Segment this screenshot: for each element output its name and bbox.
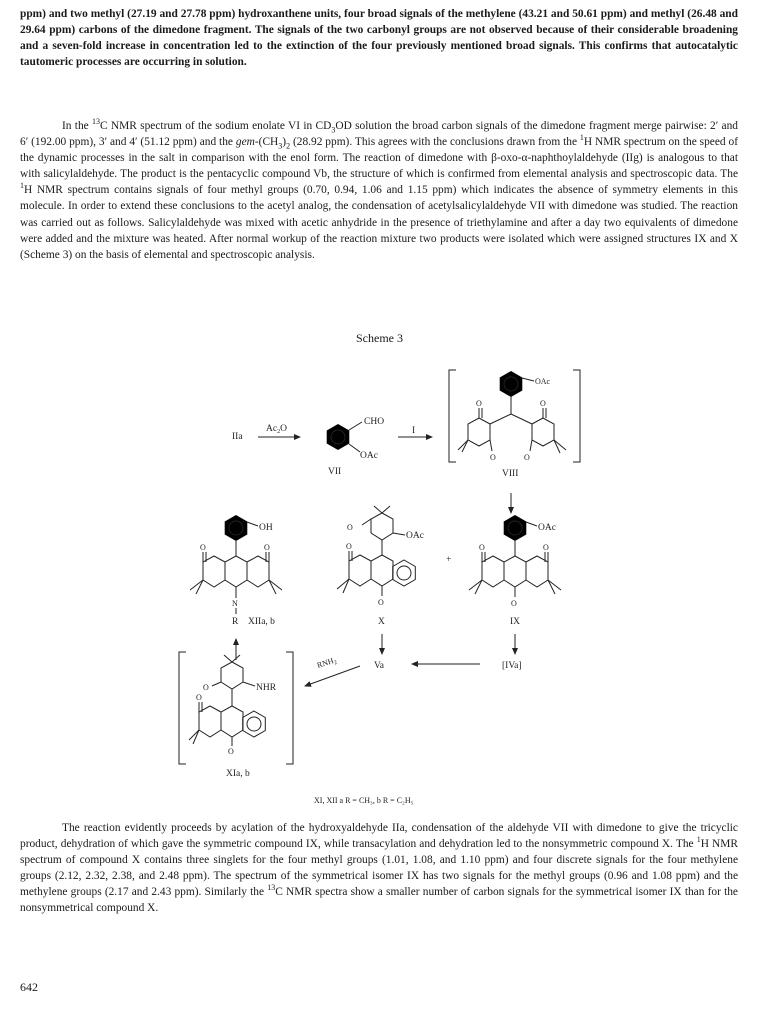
scheme-footnote: XI, XII a R = CH₃, b R = C₂H₅ <box>314 796 414 805</box>
italic-text: gem <box>235 136 255 149</box>
paragraph-3-text: C NMR spectra show a smaller number of carbon signals for the symmetrical isomer IX than for the nonsymmetrical compound X. <box>20 886 738 915</box>
benzene-ring-vii <box>327 424 350 450</box>
paragraph-2-text: C NMR spectrum of the sodium enolate VI in CD <box>100 120 332 132</box>
superscript: 1 <box>20 181 24 191</box>
paragraph-2 <box>20 118 738 263</box>
benzene-ring-ix <box>504 515 527 541</box>
label-o: O <box>490 453 496 462</box>
paragraph-2-text: H NMR spectrum on the speed of the dynamic processes in the salt in comparison with the enol form. The reaction of dimedone with β-oxo-α-naphthoylaldehyde (IIg) is analogous to that with salicylaldehyde. The product is the pentacyclic compound Vb, the structure of which is confirmed from elemental analysis and spectroscopic data. The <box>20 136 738 181</box>
label-o: O <box>540 399 546 408</box>
label-va: Va <box>374 661 385 671</box>
label-o: O <box>476 399 482 408</box>
paragraph-1-line-1: ppm) and two methyl (27.19 and 27.78 ppm) hydroxanthene units, four broad signals of the methylene (43.21 and 50.61 ppm) <box>20 8 627 20</box>
paragraph-2-text: -(CH <box>254 136 279 149</box>
label-oac: OAc <box>535 377 551 386</box>
label-o: O <box>524 453 530 462</box>
label-o: O <box>543 543 549 552</box>
label-ix: IX <box>510 617 521 627</box>
label-n: N <box>232 599 238 608</box>
benzene-ring-viii <box>500 371 523 397</box>
label-cho: CHO <box>364 417 385 427</box>
scheme-title: Scheme 3 <box>356 331 403 345</box>
paragraph-3 <box>20 820 738 917</box>
subscript: 3 <box>331 125 336 135</box>
superscript: 13 <box>267 883 276 893</box>
label-o: O <box>346 542 352 551</box>
label-iia: IIa <box>232 432 243 442</box>
label-x: X <box>378 617 385 627</box>
label-o: O <box>196 693 202 702</box>
paragraph-1-line-2: and methyl (26.48 and 29.64 ppm) carbons of the dimedone fragment. The signals of the two carbonyl groups are not observed <box>20 8 738 37</box>
paragraph-2-text: H NMR spectrum contains signals of four methyl groups (0.70, 0.94, 1.06 and 1.15 ppm) which indicates the absence of symmetry elements in this molecule. In order to extend these conclusions to the acetyl analog, the condensation of acetylsalicylaldehyde VII with dimedone was studied. The reaction was carried out as follows. Salicylaldehyde was mixed with acetic anhydride in the presence of triethylamine and after a day two equivalents of dimedone were added and the mixture was heated. After normal workup of the reaction mixture two products were isolated which were assigned structures IX and X (Scheme 3) on the basis of elemental and spectroscopic analysis. <box>20 184 738 261</box>
label-viii: VIII <box>502 469 519 479</box>
label-r: R <box>232 617 239 627</box>
superscript: 1 <box>696 835 701 845</box>
label-o: O <box>347 523 353 532</box>
label-xii: XIIa, b <box>248 617 275 627</box>
label-nhr: NHR <box>256 683 277 693</box>
paragraph-1 <box>20 6 738 70</box>
subscript: 2 <box>286 141 291 151</box>
label-o: O <box>511 599 517 608</box>
paragraph-1-rest: because of their considerable broadening and a seven-fold increase in concentration led to the extinction of the four previously mentioned broad signals. This confirms that autocatalytic tautomeric processes are occurring in solution. <box>20 24 738 69</box>
benzene-ring-xi <box>243 711 266 737</box>
label-oac: OAc <box>406 531 424 541</box>
label-oac: OAc <box>538 523 556 533</box>
paragraph-2-text: OD solution the broad carbon signals of the dimedone fragment merge pairwise: 2′ and 6′ (192.00 ppm), 3′ and 4′ (51.12 ppm) and the <box>20 120 738 149</box>
bracket-right <box>573 370 580 462</box>
label-oac: OAc <box>360 451 378 461</box>
benzene-ring-x <box>393 560 416 586</box>
paragraph-3-text: The reaction evidently proceeds by acylation of the hydroxyaldehyde IIa, condensation of the aldehyde VII with dimedone to give the tricyclic product, dehydration of which gave the symmetric compound IX, while transacylation and dehydration led to the nonsymmetric compound X. The <box>20 822 738 851</box>
reagent-acetic-anhydride: $Ac_2O$ <box>266 424 287 435</box>
label-iva: [IVa] <box>502 661 522 671</box>
paragraph-2-text: (28.92 ppm). This agrees with the conclusions drawn from the <box>290 136 580 149</box>
paragraph-2-text: In the <box>62 120 93 132</box>
label-o: O <box>228 747 234 756</box>
label-vii: VII <box>328 467 342 477</box>
bracket-left <box>179 652 186 764</box>
label-xi: XIa, b <box>226 769 250 779</box>
label-o: O <box>264 543 270 552</box>
benzene-ring-xii <box>225 515 248 541</box>
superscript: 13 <box>92 117 101 127</box>
paragraph-2-text: ) <box>282 136 287 149</box>
bracket-right <box>286 652 293 764</box>
subscript: 3 <box>278 141 283 151</box>
arrow-amination <box>305 666 360 686</box>
reagent-amine: $RNH_2$ <box>315 656 339 670</box>
label-o: O <box>378 598 384 607</box>
label-oh: OH <box>259 523 273 533</box>
plus-sign: + <box>446 555 452 565</box>
label-step-i: I <box>412 426 416 436</box>
paragraph-3-text: H NMR spectrum of compound X contains three singlets for the four methyl groups (1.01, 1.08, and 1.10 ppm) and four discrete signals for the four methylene groups (2.12, 2.32, 2.38, and 2.48 ppm). The spectrum of the symmetrical isomer IX has two signals for the methyl groups (0.96 and 1.08 ppm) and the methylene groups (2.17 and 2.43 ppm). Similarly the <box>20 838 738 899</box>
reaction-scheme <box>0 340 759 820</box>
superscript: 1 <box>579 133 584 143</box>
label-o: O <box>479 543 485 552</box>
label-o: O <box>203 683 209 692</box>
label-o: O <box>200 543 206 552</box>
bracket-left <box>449 370 456 462</box>
page-number: 642 <box>20 980 38 994</box>
